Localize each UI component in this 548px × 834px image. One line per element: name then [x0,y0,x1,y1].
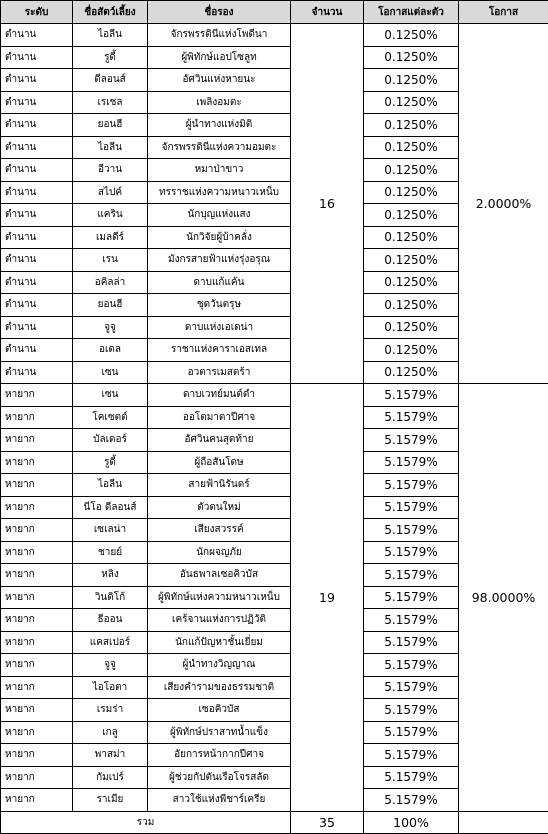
pet-name-cell: เซเลน่า [73,519,148,542]
title-cell: ผู้พิทักษ์ปราสาทน้ำแข็ง [148,721,291,744]
footer-label: รวม [1,811,291,834]
rarity-cell: ตำนาน [1,226,73,249]
title-cell: ผู้ช่วยกัปตันเรือโจรสลัด [148,766,291,789]
rarity-cell: ตำนาน [1,249,73,272]
group-total-chance-cell: 2.0000% [459,24,548,384]
chance-each-cell: 0.1250% [364,339,459,362]
pet-name-cell: อเดล [73,339,148,362]
pet-name-cell: เมลดีร์ [73,226,148,249]
rarity-cell: ตำนาน [1,159,73,182]
rarity-cell: ตำนาน [1,91,73,114]
pet-name-cell: ยอนฮี [73,294,148,317]
title-cell: มังกรสายฟ้าแห่งรุ่งอรุณ [148,249,291,272]
rarity-cell: ตำนาน [1,46,73,69]
rarity-cell: หายาก [1,541,73,564]
rarity-cell: หายาก [1,564,73,587]
title-cell: ดาบแห่งเอเดน่า [148,316,291,339]
pet-name-cell: พาสม่า [73,744,148,767]
chance-each-cell: 5.1579% [364,699,459,722]
title-cell: ผู้พิทักษ์แห่งความหนาวเหน็บ [148,586,291,609]
title-cell: เซอคิวบัส [148,699,291,722]
group-total-chance-cell: 98.0000% [459,384,548,812]
title-cell: อวตารเมสตร้า [148,361,291,384]
chance-each-cell: 0.1250% [364,271,459,294]
title-cell: นักแก้ปัญหาชั้นเยี่ยม [148,631,291,654]
title-cell: ดาบเวทย์มนต์ดำ [148,384,291,407]
table-body [1,24,548,812]
rarity-cell: หายาก [1,519,73,542]
chance-each-cell: 5.1579% [364,519,459,542]
chance-each-cell: 0.1250% [364,91,459,114]
chance-each-cell: 5.1579% [364,766,459,789]
pet-name-cell: อีวาน [73,159,148,182]
pet-name-cell: ยอนฮี [73,114,148,137]
rarity-cell: หายาก [1,654,73,677]
title-cell: ผู้ถือสันโดษ [148,451,291,474]
rarity-cell: หายาก [1,429,73,452]
title-cell: ตัวตนใหม่ [148,496,291,519]
chance-each-cell: 5.1579% [364,676,459,699]
chance-each-cell: 5.1579% [364,721,459,744]
chance-each-cell: 0.1250% [364,361,459,384]
chance-each-cell: 5.1579% [364,586,459,609]
pet-name-cell: เซน [73,384,148,407]
pet-name-cell: รูดี้ [73,46,148,69]
column-header: ระดับ [1,1,73,24]
rarity-cell: ตำนาน [1,339,73,362]
pet-name-cell: ธีออน [73,609,148,632]
pet-name-cell: เรเชล [73,91,148,114]
pet-name-cell: โคเซตต์ [73,406,148,429]
title-cell: หมาป่าขาว [148,159,291,182]
pet-name-cell: ไอลีน [73,474,148,497]
title-cell: สายฟ้านิรันดร์ [148,474,291,497]
rarity-cell: หายาก [1,474,73,497]
pet-name-cell: แคริน [73,204,148,227]
chance-each-cell: 0.1250% [364,181,459,204]
chance-each-cell: 0.1250% [364,226,459,249]
rarity-cell: ตำนาน [1,114,73,137]
rarity-cell: หายาก [1,766,73,789]
title-cell: สาวใช้แห่งพีชาร์เครีย [148,789,291,812]
chance-each-cell: 0.1250% [364,136,459,159]
chance-each-cell: 0.1250% [364,159,459,182]
column-header: ชื่อสัตว์เลี้ยง [73,1,148,24]
title-cell: นักบุญแห่งแสง [148,204,291,227]
chance-each-cell: 5.1579% [364,654,459,677]
chance-each-cell: 0.1250% [364,294,459,317]
pet-name-cell: จูจู [73,654,148,677]
chance-each-cell: 5.1579% [364,451,459,474]
pet-name-cell: กัมเปร์ [73,766,148,789]
title-cell: ชุดวันตรุษ [148,294,291,317]
rarity-cell: หายาก [1,609,73,632]
title-cell: ผู้นำทางวิญญาณ [148,654,291,677]
pet-name-cell: แคสเปอร์ [73,631,148,654]
pet-name-cell: จูจู [73,316,148,339]
footer-total-chance: 100% [364,811,459,834]
title-cell: จักรพรรดินีแห่งโพดีนา [148,24,291,47]
pet-name-cell: นีโอ ดีลอนส์ [73,496,148,519]
rarity-cell: ตำนาน [1,294,73,317]
rarity-cell: ตำนาน [1,361,73,384]
pet-name-cell: เกลู [73,721,148,744]
chance-each-cell: 0.1250% [364,24,459,47]
title-cell: นักผจญภัย [148,541,291,564]
pet-name-cell: ชายย์ [73,541,148,564]
footer-count: 35 [291,811,364,834]
rarity-cell: หายาก [1,789,73,812]
chance-each-cell: 5.1579% [364,429,459,452]
group-count-cell: 16 [291,24,364,384]
pet-name-cell: วินดิโก้ [73,586,148,609]
title-cell: เสียงสวรรค์ [148,519,291,542]
pet-name-cell: ดีลอนส์ [73,69,148,92]
rarity-cell: หายาก [1,631,73,654]
rarity-cell: ตำนาน [1,136,73,159]
chance-each-cell: 0.1250% [364,69,459,92]
title-cell: ออโตมาตาปีศาจ [148,406,291,429]
chance-each-cell: 0.1250% [364,249,459,272]
rarity-cell: หายาก [1,406,73,429]
title-cell: เพลิงอมตะ [148,91,291,114]
rarity-cell: ตำนาน [1,69,73,92]
rarity-cell: ตำนาน [1,24,73,47]
chance-each-cell: 0.1250% [364,316,459,339]
pet-name-cell: อคิลล่า [73,271,148,294]
rarity-cell: ตำนาน [1,181,73,204]
title-cell: ผู้นำทางแห่งมิติ [148,114,291,137]
pet-name-cell: เรมร่า [73,699,148,722]
pet-name-cell: ไอลีน [73,24,148,47]
table-row [1,24,548,47]
chance-each-cell: 0.1250% [364,204,459,227]
rarity-cell: หายาก [1,586,73,609]
rarity-cell: หายาก [1,384,73,407]
pet-name-cell: บัลเดอร์ [73,429,148,452]
pet-name-cell: สไปค์ [73,181,148,204]
chance-each-cell: 5.1579% [364,384,459,407]
rarity-cell: หายาก [1,451,73,474]
pet-name-cell: เซน [73,361,148,384]
title-cell: อัศวินแห่งหายนะ [148,69,291,92]
rarity-cell: ตำนาน [1,271,73,294]
pet-name-cell: รูดี้ [73,451,148,474]
table-row [1,384,548,407]
chance-each-cell: 5.1579% [364,496,459,519]
column-header: โอกาสแต่ละตัว [364,1,459,24]
title-cell: จักรพรรดินีแห่งความอมตะ [148,136,291,159]
rarity-cell: หายาก [1,744,73,767]
title-cell: นักวิจัยผู้บ้าคลั่ง [148,226,291,249]
rarity-cell: หายาก [1,496,73,519]
footer-row [1,811,548,834]
rarity-cell: ตำนาน [1,204,73,227]
rarity-cell: ตำนาน [1,316,73,339]
chance-each-cell: 5.1579% [364,789,459,812]
rarity-cell: หายาก [1,676,73,699]
title-cell: ราชาแห่งคาราเอสเทล [148,339,291,362]
pet-name-cell: ราเมีย [73,789,148,812]
title-cell: เคร้จานแห่งการปฏิวัติ [148,609,291,632]
chance-each-cell: 5.1579% [364,564,459,587]
title-cell: เสียงคำรามของธรรมชาติ [148,676,291,699]
chance-each-cell: 0.1250% [364,114,459,137]
column-header: จำนวน [291,1,364,24]
header-row [1,1,548,24]
group-count-cell: 19 [291,384,364,812]
title-cell: ดาบแก้แค้น [148,271,291,294]
chance-each-cell: 5.1579% [364,609,459,632]
column-header: โอกาส [459,1,548,24]
rarity-cell: หายาก [1,721,73,744]
chance-each-cell: 5.1579% [364,744,459,767]
chance-each-cell: 5.1579% [364,406,459,429]
chance-each-cell: 0.1250% [364,46,459,69]
title-cell: อันธพาลเซอคิวบัส [148,564,291,587]
chance-each-cell: 5.1579% [364,631,459,654]
pet-name-cell: ไอลีน [73,136,148,159]
title-cell: อัศวินคนสุดท้าย [148,429,291,452]
footer-empty-cell [459,811,548,834]
chance-each-cell: 5.1579% [364,541,459,564]
title-cell: อัยการหน้ากากปีศาจ [148,744,291,767]
pet-name-cell: เรน [73,249,148,272]
pet-name-cell: ไอโอตา [73,676,148,699]
rarity-cell: หายาก [1,699,73,722]
title-cell: ทรราชแห่งความหนาวเหน็บ [148,181,291,204]
title-cell: ผู้พิทักษ์แอปโซลูท [148,46,291,69]
chance-each-cell: 5.1579% [364,474,459,497]
pet-name-cell: หลิง [73,564,148,587]
column-header: ชื่อรอง [148,1,291,24]
